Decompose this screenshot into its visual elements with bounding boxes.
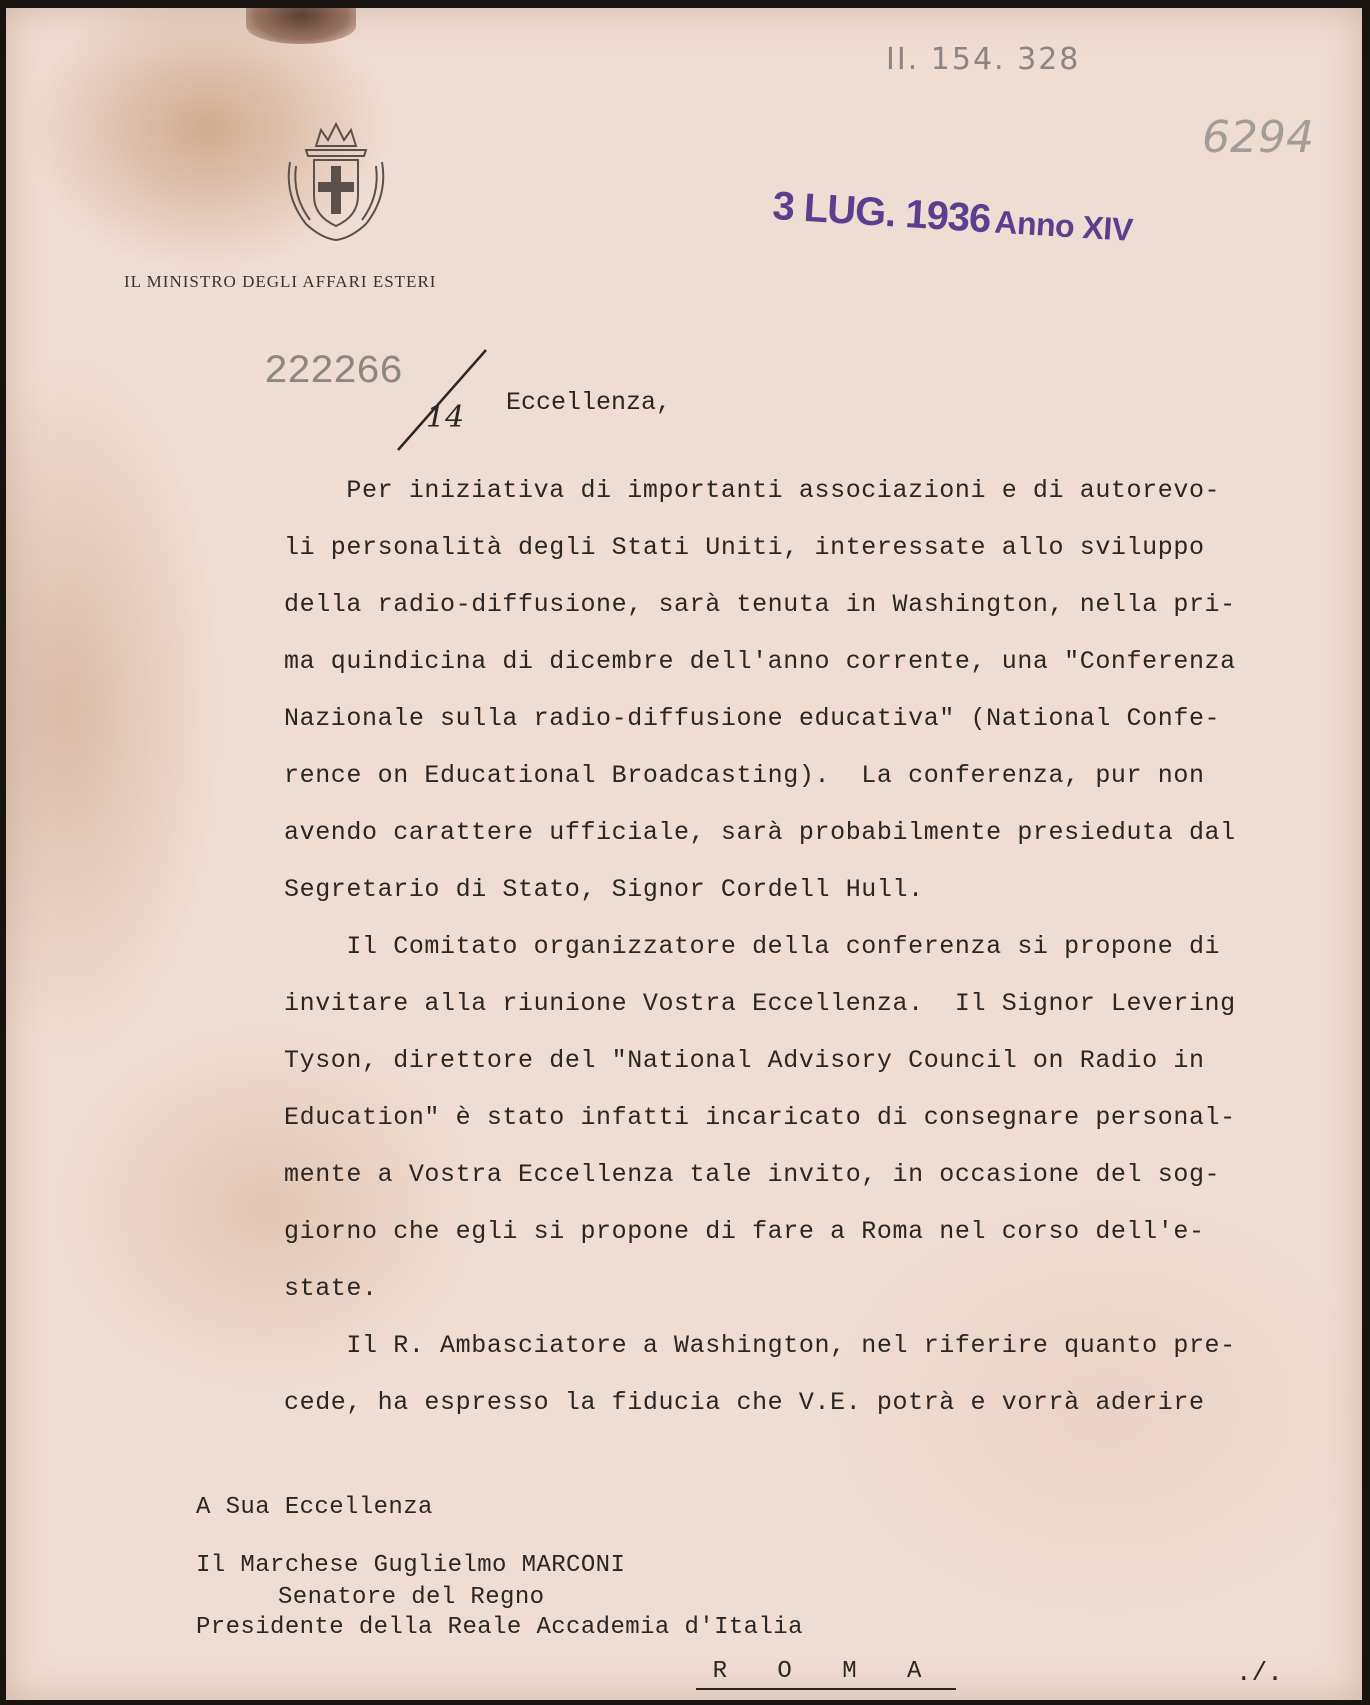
letter-page (6, 8, 1362, 1700)
archive-number: 6294 (1202, 112, 1314, 163)
body-line: Segretario di Stato, Signor Cordell Hull. (284, 875, 924, 904)
body-line: cede, ha espresso la fiducia che V.E. potrà e vorrà aderire (284, 1388, 1205, 1417)
ministry-letterhead: IL MINISTRO DEGLI AFFARI ESTERI (124, 272, 437, 291)
archive-reference: II. 154. 328 (886, 42, 1081, 77)
body-line: Il R. Ambasciatore a Washington, nel riferire quanto pre- (284, 1331, 1236, 1360)
body-line: mente a Vostra Eccellenza tale invito, in occasione del sog- (284, 1160, 1221, 1189)
body-line: Per iniziativa di importanti associazioni e di autorevo- (284, 476, 1221, 505)
protocol-number: 222266 (264, 350, 403, 395)
addressee-role: Senatore del Regno (278, 1584, 545, 1611)
addressee-title: A Sua Eccellenza (196, 1494, 433, 1521)
date-stamp-era: Anno XIV (993, 203, 1134, 248)
protocol-suffix: 14 (426, 400, 465, 435)
body-line: Education" è stato infatti incaricato di consegnare personal- (284, 1103, 1236, 1132)
savoy-crest-icon (276, 116, 396, 246)
body-line: state. (284, 1274, 378, 1303)
body-line: Nazionale sulla radio-diffusione educativa" (National Confe- (284, 704, 1221, 733)
date-stamp-date: 3 LUG. 1936 (771, 184, 992, 242)
body-line: Il Comitato organizzatore della conferenza si propone di (284, 932, 1221, 961)
body-line: invitare alla riunione Vostra Eccellenza. Il Signor Levering (284, 989, 1236, 1018)
addressee-institution: Presidente della Reale Accademia d'Italia (196, 1614, 803, 1641)
addressee-city: R O M A (696, 1658, 956, 1690)
addressee-name: Il Marchese Guglielmo MARCONI (196, 1552, 626, 1579)
body-line: giorno che egli si propone di fare a Roma nel corso dell'e- (284, 1217, 1205, 1246)
body-line: avendo carattere ufficiale, sarà probabilmente presieduta dal (284, 818, 1236, 847)
salutation: Eccellenza, (506, 388, 672, 417)
continuation-mark: ./. (1236, 1658, 1283, 1688)
body-line: della radio-diffusione, sarà tenuta in Washington, nella pri- (284, 590, 1236, 619)
body-line: li personalità degli Stati Uniti, interessate allo sviluppo (284, 533, 1205, 562)
paper-stain (246, 8, 356, 44)
body-line: ma quindicina di dicembre dell'anno corrente, una "Conferenza (284, 647, 1236, 676)
date-stamp (771, 184, 1134, 250)
body-line: rence on Educational Broadcasting). La conferenza, pur non (284, 761, 1205, 790)
body-line: Tyson, direttore del "National Advisory Council on Radio in (284, 1046, 1205, 1075)
